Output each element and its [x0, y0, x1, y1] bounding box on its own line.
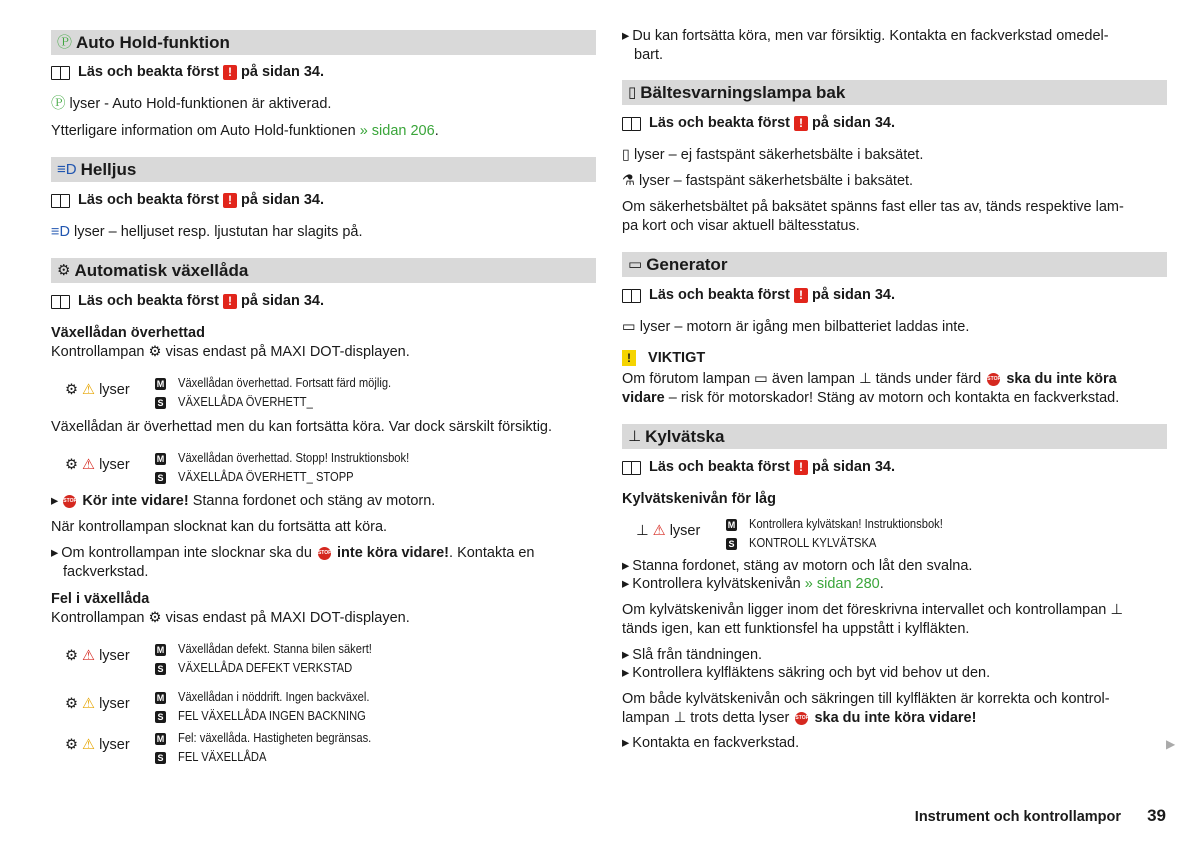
- page-number: 39: [1147, 806, 1166, 825]
- section-header-helljus: [51, 157, 596, 182]
- lamp-indicator: ⚙ ⚠ lyser: [65, 696, 130, 712]
- red-warning-triangle-icon: ⚠: [82, 648, 96, 664]
- bullet-stop: ▸ STOP Kör inte vidare! Stanna fordonet och stäng av motorn.: [51, 492, 596, 511]
- belt-line-1: ▯ lyser – ej fastspänt säkerhetsbälte i baksätet.: [622, 147, 924, 163]
- note-read-first: Läs och beakta först ! på sidan 34.: [51, 191, 596, 210]
- s-badge-icon: S: [155, 752, 166, 764]
- seatbelt-icon: ▯: [622, 147, 630, 163]
- belt-line-2: ⚗ lyser – fastspänt säkerhetsbälte i baksätet.: [622, 173, 914, 189]
- battery-icon: ▭: [628, 256, 643, 273]
- coolant-icon: ⊥: [673, 710, 687, 726]
- seatbelt-fastened-icon: ⚗: [622, 173, 635, 189]
- auto-hold-info: Ytterligare information om Auto Hold-funktionen » sidan 206.: [51, 123, 439, 139]
- m-badge-icon: M: [156, 644, 165, 655]
- display-message-1: ⚙ ⚠ lyser M Växellådan överhettad. Fortsatt färd möjlig. S VÄXELLÅDA ÖVERHETT_: [65, 375, 392, 409]
- high-beam-icon: ≡D: [57, 161, 77, 178]
- m-badge-icon: M: [156, 733, 165, 744]
- important-text-cont: vidare – risk för motorskador! Stäng av motorn och kontakta en fackverkstad.: [622, 390, 1120, 406]
- coolant-bullet-5: ▸ Kontakta en fackverkstad.: [622, 734, 1167, 753]
- book-icon: [622, 461, 641, 474]
- m-badge-icon: M: [156, 692, 165, 703]
- section-title: Helljus: [80, 160, 137, 179]
- subheading-fault: Fel i växellåda: [51, 591, 150, 607]
- display-message-4: ⚙ ⚠ lyser M Växellådan i nöddrift. Ingen backväxel. S FEL VÄXELLÅDA INGEN BACKNING: [65, 689, 370, 723]
- note-read-first: Läs och beakta först ! på sidan 34.: [622, 114, 1167, 133]
- gear-icon: ⚙: [65, 382, 78, 398]
- warning-icon: !: [794, 288, 808, 303]
- section-title: Bältesvarningslampa bak: [640, 83, 846, 102]
- warning-icon: !: [794, 116, 808, 131]
- gear-icon: ⚙: [148, 344, 162, 360]
- auto-hold-icon: Ⓟ: [57, 34, 73, 51]
- section-header-auto-hold: [51, 30, 596, 55]
- s-badge-icon: S: [155, 397, 166, 409]
- stop-icon: STOP: [63, 495, 76, 508]
- coolant-bullet-2: ▸ Kontrollera kylvätskenivån » sidan 280.: [622, 575, 1167, 594]
- important-text: Om förutom lampan ▭ även lampan ⊥ tänds under färd STOP ska du inte köra: [622, 371, 1117, 387]
- red-warning-triangle-icon: ⚠: [652, 523, 666, 539]
- fault-text: Kontrollampan ⚙ visas endast på MAXI DOT-displayen.: [51, 610, 410, 626]
- subheading-coolant-low: Kylvätskenivån för låg: [622, 491, 776, 507]
- lamp-indicator: ⚙ ⚠ lyser: [65, 457, 130, 473]
- stop-icon: STOP: [318, 547, 331, 560]
- lamp-indicator: ⊥ ⚠ lyser: [636, 523, 701, 539]
- display-message-coolant: ⊥ ⚠ lyser M Kontrollera kylvätskan! Instruktionsbok! S KONTROLL KYLVÄTSKA: [636, 516, 943, 550]
- section-header-gearbox: [51, 258, 596, 283]
- yellow-warning-triangle-icon: ⚠: [82, 696, 96, 712]
- m-badge-icon: M: [727, 519, 736, 530]
- note-read-first: Läs och beakta först ! på sidan 34.: [622, 286, 1167, 305]
- red-warning-triangle-icon: ⚠: [82, 457, 96, 473]
- section-title: Automatisk växellåda: [74, 261, 249, 280]
- s-badge-icon: S: [155, 472, 166, 484]
- m-badge-icon: M: [156, 378, 165, 389]
- auto-hold-icon: Ⓟ: [51, 96, 66, 112]
- warning-icon: !: [223, 294, 237, 309]
- auto-hold-line: Ⓟ lyser - Auto Hold-funktionen är aktiverad.: [51, 96, 332, 112]
- page-link[interactable]: » sidan 280: [804, 576, 880, 592]
- display-message-2: ⚙ ⚠ lyser M Växellådan överhettad. Stopp! Instruktionsbok! S VÄXELLÅDA ÖVERHETT_ STOPP: [65, 450, 410, 484]
- book-icon: [622, 289, 641, 302]
- stop-icon: STOP: [987, 373, 1000, 386]
- top-bullet-cont: bart.: [634, 47, 664, 63]
- coolant-icon: ⊥: [628, 428, 642, 445]
- s-badge-icon: S: [155, 711, 166, 723]
- continue-arrow-icon: ▶: [1166, 737, 1176, 751]
- bullet-not-off: ▸ Om kontrollampan inte slocknar ska du STOP inte köra vidare!. Kontakta en: [51, 544, 596, 563]
- gear-icon: ⚙: [65, 457, 78, 473]
- overheat-paragraph: Växellådan är överhettad men du kan fortsätta köra. Var dock särskilt försiktig.: [51, 419, 553, 435]
- coolant-paragraph-1: Om kylvätskenivån ligger inom det föreskrivna intervallet och kontrollampan ⊥: [622, 602, 1124, 618]
- gear-icon: ⚙: [57, 262, 71, 279]
- section-header-generator: [622, 252, 1167, 277]
- warning-icon: !: [223, 193, 237, 208]
- belt-paragraph: Om säkerhetsbältet på baksätet spänns fast eller tas av, tänds respektive lam-: [622, 199, 1124, 215]
- overheat-text: Kontrollampan ⚙ visas endast på MAXI DOT-displayen.: [51, 344, 410, 360]
- page-footer: [915, 806, 1166, 827]
- gear-icon: ⚙: [65, 696, 78, 712]
- coolant-bullet-3: ▸ Slå från tändningen.: [622, 646, 1167, 665]
- coolant-bullet-1: ▸ Stanna fordonet, stäng av motorn och låt den svalna.: [622, 557, 1167, 576]
- section-title: Generator: [646, 255, 728, 274]
- book-icon: [51, 295, 70, 308]
- display-message-3: ⚙ ⚠ lyser M Växellådan defekt. Stanna bilen säkert! S VÄXELLÅDA DEFEKT VERKSTAD: [65, 641, 372, 675]
- footer-section-title: Instrument och kontrollampor: [914, 809, 1122, 825]
- gear-icon: ⚙: [65, 648, 78, 664]
- battery-icon: ▭: [622, 319, 636, 335]
- yellow-warning-triangle-icon: ⚠: [82, 737, 96, 753]
- high-beam-icon: ≡D: [51, 224, 70, 240]
- s-badge-icon: S: [155, 663, 166, 675]
- book-icon: [51, 66, 70, 79]
- coolant-icon: ⊥: [1110, 602, 1124, 618]
- lamp-indicator: ⚙ ⚠ lyser: [65, 382, 130, 398]
- section-header-coolant: [622, 424, 1167, 449]
- note-read-first: Läs och beakta först ! på sidan 34.: [622, 458, 1167, 477]
- coolant-bullet-4: ▸ Kontrollera kylfläktens säkring och byt vid behov ut den.: [622, 664, 1167, 683]
- battery-icon: ▭: [754, 371, 768, 387]
- warning-icon: !: [794, 460, 808, 475]
- coolant-icon: ⊥: [636, 523, 649, 539]
- important-label: ! VIKTIGT: [622, 349, 1167, 368]
- generator-line: ▭ lyser – motorn är igång men bilbatteriet laddas inte.: [622, 319, 970, 335]
- section-title: Kylvätska: [645, 427, 725, 446]
- s-badge-icon: S: [726, 538, 737, 550]
- display-message-5: ⚙ ⚠ lyser M Fel: växellåda. Hastigheten begränsas. S FEL VÄXELLÅDA: [65, 730, 372, 764]
- top-bullet: ▸ Du kan fortsätta köra, men var försiktig. Kontakta en fackverkstad omedel-: [622, 27, 1167, 46]
- bullet-not-off-cont: fackverkstad.: [63, 564, 149, 580]
- paragraph-continue: När kontrollampan slocknat kan du fortsätta att köra.: [51, 519, 388, 535]
- page-link[interactable]: » sidan 206: [359, 123, 435, 139]
- coolant-paragraph-2: Om både kylvätskenivån och säkringen till kylfläkten är korrekta och kontrol-: [622, 691, 1110, 707]
- note-read-first: Läs och beakta först ! på sidan 34.: [51, 292, 596, 311]
- book-icon: [51, 194, 70, 207]
- lamp-indicator: ⚙ ⚠ lyser: [65, 648, 130, 664]
- gear-icon: ⚙: [148, 610, 162, 626]
- seatbelt-icon: ▯: [628, 84, 637, 101]
- lamp-indicator: ⚙ ⚠ lyser: [65, 737, 130, 753]
- book-icon: [622, 117, 641, 130]
- gear-icon: ⚙: [65, 737, 78, 753]
- section-header-belt: [622, 80, 1167, 105]
- section-title: Auto Hold-funktion: [76, 33, 230, 52]
- coolant-paragraph-2-cont: lampan ⊥ trots detta lyser STOP ska du inte köra vidare!: [622, 710, 977, 726]
- warning-icon: !: [223, 65, 237, 80]
- important-icon: !: [622, 350, 636, 366]
- coolant-icon: ⊥: [858, 371, 872, 387]
- coolant-paragraph-1-cont: tänds igen, kan ett funktionsfel ha uppstått i kylfläkten.: [622, 621, 970, 637]
- belt-paragraph-cont: pa kort och visar aktuell bältesstatus.: [622, 218, 860, 234]
- stop-icon: STOP: [795, 712, 808, 725]
- subheading-overheat: Växellådan överhettad: [51, 325, 205, 341]
- helljus-line: ≡D lyser – helljuset resp. ljustutan har slagits på.: [51, 224, 363, 240]
- m-badge-icon: M: [156, 453, 165, 464]
- note-read-first: Läs och beakta först ! på sidan 34.: [51, 63, 596, 82]
- yellow-warning-triangle-icon: ⚠: [82, 382, 96, 398]
